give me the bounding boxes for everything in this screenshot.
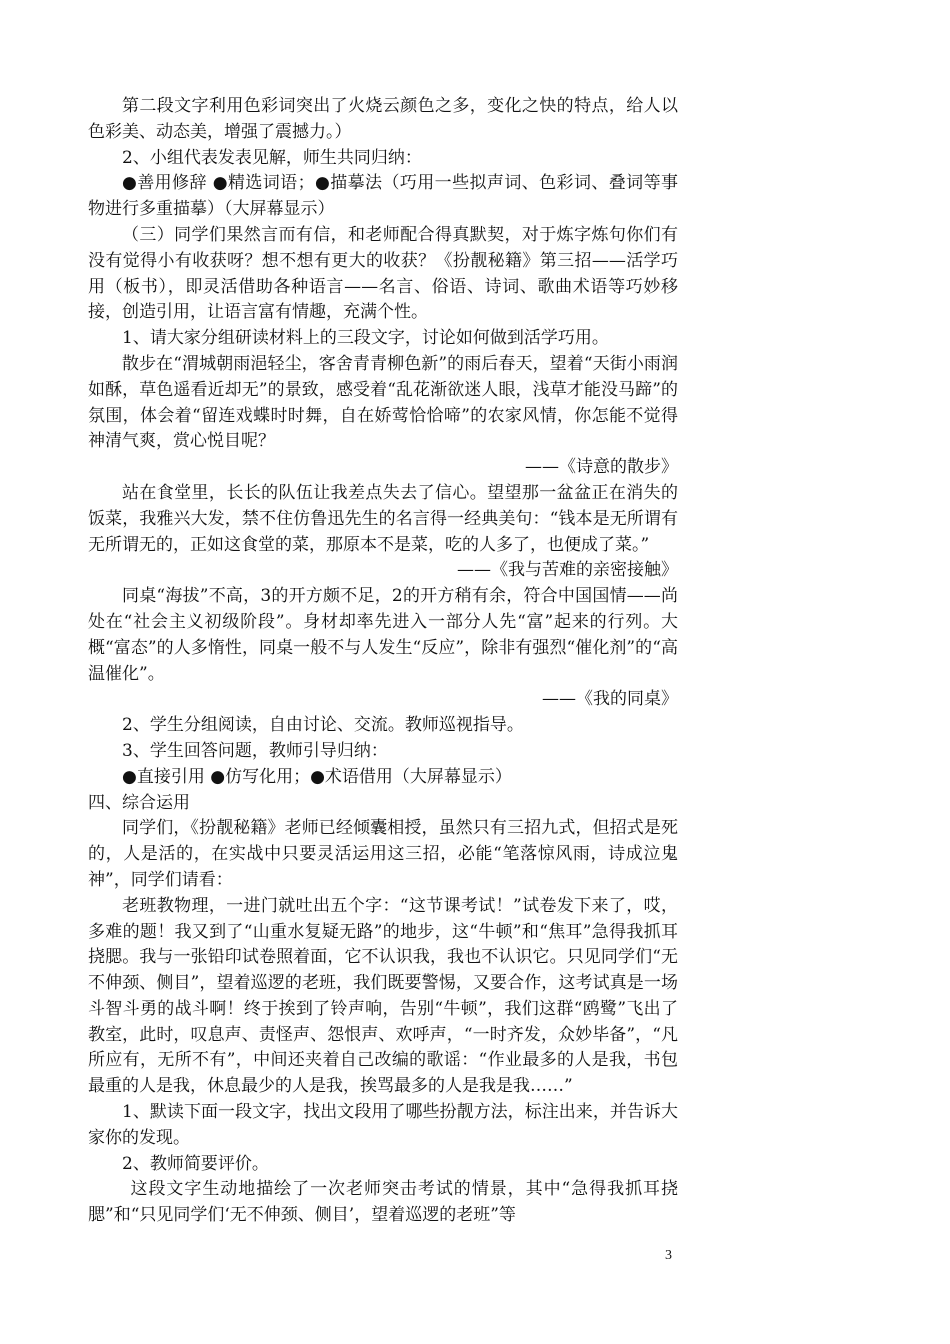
paragraph: 1、默读下面一段文字，找出文段用了哪些扮靓方法，标注出来，并告诉大家你的发现。 (88, 1102, 678, 1148)
paragraph: ●善用修辞 ●精选词语；●描摹法（巧用一些拟声词、色彩词、叠词等事物进行多重描摹）（大屏幕显示） (88, 173, 678, 220)
source-attribution: ——《诗意的散步》 (525, 457, 678, 478)
source-attribution: ——《我与苦难的亲密接触》 (457, 560, 678, 581)
paragraph: 2、学生分组阅读，自由讨论、交流。教师巡视指导。 (122, 715, 524, 736)
paragraph: 2、教师简要评价。 (122, 1153, 269, 1174)
paragraph: 第二段文字利用色彩词突出了火烧云颜色之多，变化之快的特点，给人以色彩美、动态美，增强了震撼力。） (88, 96, 678, 142)
source-attribution: ——《我的同桌》 (542, 689, 678, 710)
paragraph: 同桌“海拔”不高，3的开方颇不足，2的开方稍有余，符合中国国情——尚处在“社会主义初级阶段”。身材却率先进入一部分人先“富”起来的行列。大概“富态”的人多惰性，同桌一般不与人发生“反应”，除非有强烈“催化剂”的“高温催化”。 (88, 586, 678, 684)
paragraph: 站在食堂里，长长的队伍让我差点失去了信心。望望那一盆盆正在消失的饭菜，我雅兴大发，禁不住仿鲁迅先生的名言得一经典美句：“钱本是无所谓有无所谓无的，正如这食堂的菜，那原本不是菜，吃的人多了，也便成了菜。” (88, 482, 678, 555)
paragraph: 散步在“渭城朝雨浥轻尘，客舍青青柳色新”的雨后春天，望着“天街小雨润如酥，草色遥看近却无”的景致，感受着“乱花渐欲迷人眼，浅草才能没马蹄”的氛围，体会着“留连戏蝶时时舞，自在娇莺恰恰啼”的农家风情，你怎能不觉得神清气爽，赏心悦目呢？ (88, 353, 678, 452)
paragraph: 1、请大家分组研读材料上的三段文字，讨论如何做到活学巧用。 (122, 328, 609, 349)
section-heading: 四、综合运用 (88, 792, 190, 813)
paragraph: 2、小组代表发表见解，师生共同归纳： (122, 147, 422, 168)
paragraph: ●直接引用 ●仿写化用；●术语借用（大屏幕显示） (122, 766, 512, 787)
paragraph: 3、学生回答问题，教师引导归纳： (122, 740, 388, 761)
paragraph: 同学们，《扮靓秘籍》老师已经倾囊相授，虽然只有三招九式，但招式是死的，人是活的，在实战中只要灵活运用这三招，必能“笔落惊风雨，诗成泣鬼神”，同学们请看： (88, 818, 678, 890)
document-body (88, 94, 678, 1229)
paragraph: 这段文字生动地描绘了一次老师突击考试的情景，其中“急得我抓耳挠腮”和“只见同学们‘无不伸颈、侧目’，望着巡逻的老班”等 (88, 1179, 678, 1226)
paragraph: （三）同学们果然言而有信，和老师配合得真默契，对于炼字炼句你们有没有觉得小有收获呀？想不想有更大的收获？《扮靓秘籍》第三招——活学巧用（板书），即灵活借助各种语言——名言、俗语、诗词、歌曲术语等巧妙移接，创造引用，让语言富有情趣，充满个性。 (88, 224, 678, 323)
paragraph: 老班教物理，一进门就吐出五个字：“这节课考试！”试卷发下来了，哎，多难的题！我又到了“山重水复疑无路”的地步，这“牛顿”和“焦耳”急得我抓耳挠腮。我与一张铅印试卷照着面，它不认识我，我也不认识它。只见同学们“无不伸颈、侧目”，望着巡逻的老班，我们既要警惕，又要合作，这考试真是一场斗智斗勇的战斗啊！终于挨到了铃声响，告别“牛顿”，我们这群“鸥鹭”飞出了教室，此时，叹息声、责怪声、怨恨声、欢呼声，“一时齐发，众妙毕备”，“凡所应有，无所不有”，中间还夹着自己改编的歌谣：“作业最多的人是我，书包最重的人是我，休息最少的人是我，挨骂最多的人是我是我……” (88, 895, 678, 1097)
page-number: 3 (665, 1248, 672, 1263)
